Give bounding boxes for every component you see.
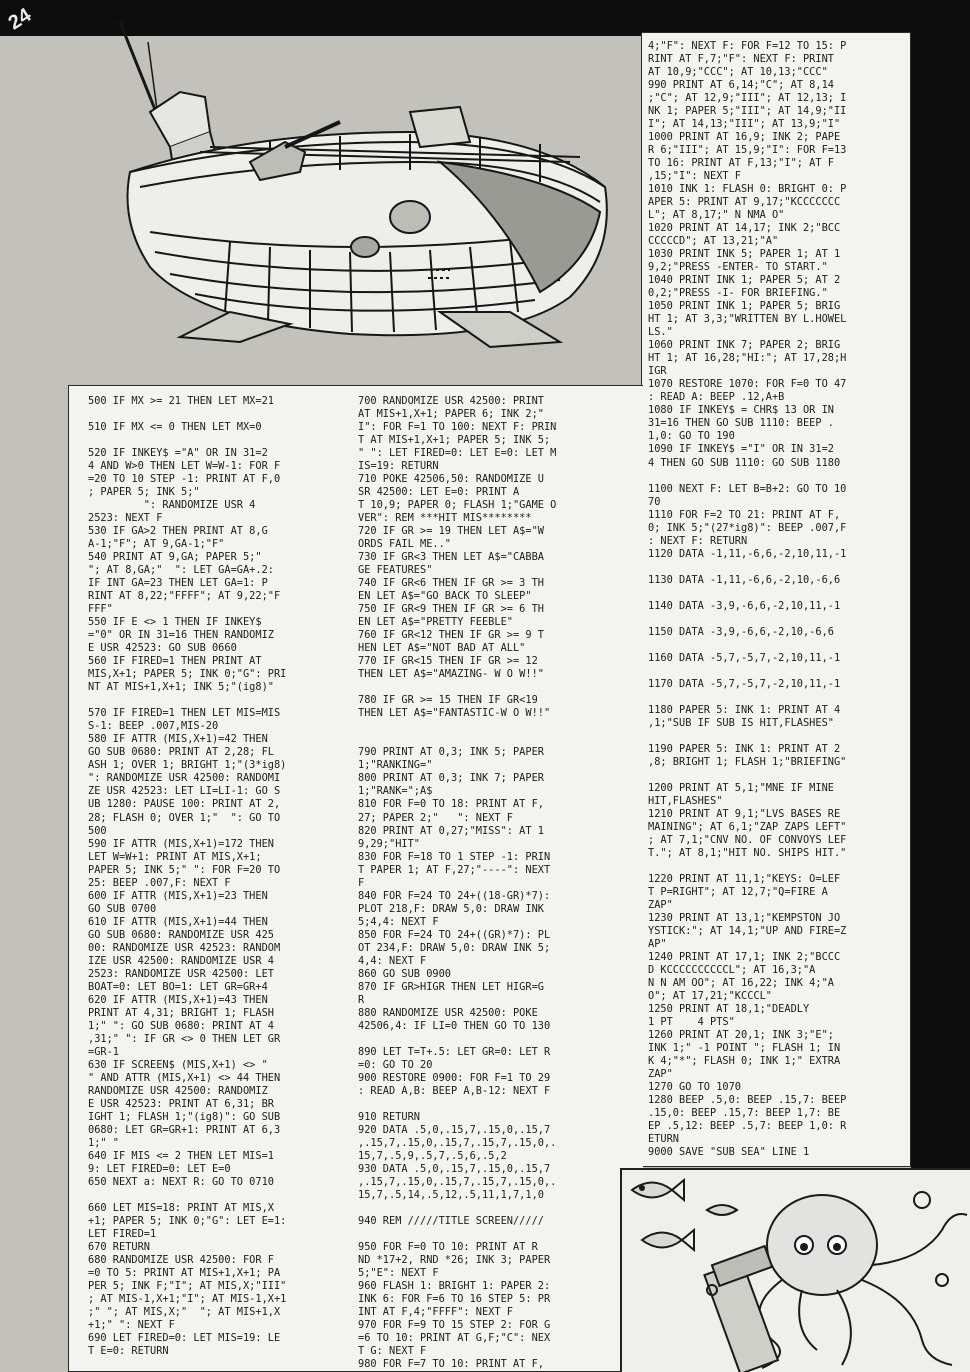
page-number: 24 (4, 4, 36, 35)
program-listing-column-2: 700 RANDOMIZE USR 42500: PRINT AT MIS+1,X+1; PAPER 6; INK 2;" I": FOR F=1 TO 100: NEXT F: PRIN T AT MIS+1,X+1; PAPER 5; INK 5; " ": LET FIRED=0: LET E=0: LET M IS=19: RETURN 710 POKE 42506,50: RANDOMIZE U SR 42500: LET E=0: PRINT A T 10,9; PAPER 0; FLASH 1;"GAME O VER": REM ***HIT MIS******** 720 IF GR >= 19 THEN LET A$="W ORDS FAIL ME.." 730 IF GR<3 THEN LET A$="CABBA GE FEATURES" 740 IF GR<6 THEN IF GR >= 3 TH EN LET A$="GO BACK TO SLEEP" 750 IF GR<9 THEN IF GR >= 6 TH EN LET A$="PRETTY FEEBLE" 760 IF GR<12 THEN IF GR >= 9 T HEN LET A$="NOT BAD AT ALL" 770 IF GR<15 THEN IF GR >= 12 THEN LET A$="AMAZING- W O W!!" 780 IF GR >= 15 THEN IF GR<19 THEN LET A$="FANTASTIC-W O W!!" 790 PRINT AT 0,3; INK 5; PAPER 1;"RANKING=" 800 PRINT AT 0,3; INK 7; PAPER 1;"RANK=";A$ 810 FOR F=0 TO 18: PRINT AT F, 27; PAPER 2;" ": NEXT F 820 PRINT AT 0,27;"MISS": AT 1 9,29;"HIT" 830 FOR F=18 TO 1 STEP -1: PRIN T PAPER 1; AT F,27;"----": NEXT F 840 FOR F=24 TO 24+((18-GR)*7): PLOT 218,F: DRAW 5,0: DRAW INK 5;4,4: NEXT F 850 FOR F=24 TO 24+((GR)*7): PL OT 234,F: DRAW 5,0: DRAW INK 5; 4,4: NEXT F 860 GO SUB 0900 870 IF GR>HIGR THEN LET HIGR=G R 880 RANDOMIZE USR 42500: POKE 42506,4: IF LI=0 THEN GO TO 130 890 LET T=T+.5: LET GR=0: LET R =0: GO TO 20 900 RESTORE 0900: FOR F=1 TO 29 : READ A,B: BEEP A,B-12: NEXT F 910 RETURN 920 DATA .5,0,.15,7,.15,0,.15,7 ,.15,7,.15,0,.15,7,.15,7,.15,0,. 15,7,.5,9,.5,7,.5,6,.5,2 930 DATA .5,0,.15,7,.15,0,.15,7 ,.15,7,.15,0,.15,7,.15,7,.15,0,. 15,7,.5,14,.5,12,.5,11,1,7,1,0 940 REM /////TITLE SCREEN///// 950 FOR F=0 TO 10: PRINT AT R ND *17+2, RND *26; INK 3; PAPER 5;"E": NEXT F 960 FLASH 1: BRIGHT 1: PAPER 2: INK 6: FOR F=6 TO 16 STEP 5: PR INT AT F,4;"FFFF": NEXT F 970 FOR F=9 TO 15 STEP 2: FOR G =6 TO 10: PRINT AT G,F;"C": NEX T G: NEXT F 980 FOR F=7 TO 10: PRINT AT F, (358, 395, 557, 1371)
submarine-illustration (110, 12, 630, 382)
sea-creatures-illustration (620, 1168, 970, 1372)
program-listing-column-3: 4;"F": NEXT F: FOR F=12 TO 15: P RINT AT F,7;"F": NEXT F: PRINT AT 10,9;"CCC"; AT 10,13;"CCC" 990 PRINT AT 6,14;"C"; AT 8,14 ;"C"; AT 12,9;"III"; AT 12,13; I NK 1; PAPER 5;"III"; AT 14,9;"II I"; AT 14,13;"III"; AT 13,9;"I" 1000 PRINT AT 16,9; INK 2; PAPE R 6;"III"; AT 15,9;"I": FOR F=13 TO 16: PRINT AT F,13;"I"; AT F ,15;"I": NEXT F 1010 INK 1: FLASH 0: BRIGHT 0: P APER 5: PRINT AT 9,17;"KCCCCCCC L"; AT 8,17;" N NMA O" 1020 PRINT AT 14,17; INK 2;"BCC CCCCCD"; AT 13,21;"A" 1030 PRINT INK 5; PAPER 1; AT 1 9,2;"PRESS -ENTER- TO START." 1040 PRINT INK 1; PAPER 5; AT 2 0,2;"PRESS -I- FOR BRIEFING." 1050 PRINT INK 1; PAPER 5; BRIG HT 1; AT 3,3;"WRITTEN BY L.HOWEL LS." 1060 PRINT INK 7; PAPER 2; BRIG HT 1; AT 16,28;"HI:"; AT 17,28;H IGR 1070 RESTORE 1070: FOR F=0 TO 47 : READ A: BEEP .12,A+B 1080 IF INKEY$ = CHR$ 13 OR IN 31=16 THEN GO SUB 1110: BEEP . 1,0: GO TO 190 1090 IF INKEY$ ="I" OR IN 31=2 4 THEN GO SUB 1110: GO SUB 1180 1100 NEXT F: LET B=B+2: GO TO 10 70 1110 FOR F=2 TO 21: PRINT AT F, 0; INK 5;"(27*ig8)": BEEP .007,F : NEXT F: RETURN 1120 DATA -1,11,-6,6,-2,10,11,-1 1130 DATA -1,11,-6,6,-2,10,-6,6 1140 DATA -3,9,-6,6,-2,10,11,-1 1150 DATA -3,9,-6,6,-2,10,-6,6 1160 DATA -5,7,-5,7,-2,10,11,-1 1170 DATA -5,7,-5,7,-2,10,11,-1 1180 PAPER 5: INK 1: PRINT AT 4 ,1;"SUB IF SUB IS HIT,FLASHES" 1190 PAPER 5: INK 1: PRINT AT 2 ,8; BRIGHT 1; FLASH 1;"BRIEFING" 1200 PRINT AT 5,1;"MNE IF MINE HIT,FLASHES" 1210 PRINT AT 9,1;"LVS BASES RE MAINING"; AT 6,1;"ZAP ZAPS LEFT" ; AT 7,1;"CNV NO. OF CONVOYS LEF T."; AT 8,1;"HIT NO. SHIPS HIT." 1220 PRINT AT 11,1;"KEYS: O=LEF T P=RIGHT"; AT 12,7;"Q=FIRE A ZAP" 1230 PRINT AT 13,1;"KEMPSTON JO YSTICK:"; AT 14,1;"UP AND FIRE=Z AP" 1240 PRINT AT 17,1; INK 2;"BCCC D KCCCCCCCCCCL"; AT 16,3;"A N N AM OO"; AT 16,22; INK 4;"A O"; AT 17,21;"KCCCL" 1250 PRINT AT 18,1;"DEADLY 1 PT 4 PTS" 1260 PRINT AT 20,1; INK 3;"E"; INK 1;" -1 POINT "; FLASH 1; IN K 4;"*"; FLASH 0; INK 1;" EXTRA ZAP" 1270 GO TO 1070 1280 BEEP .5,0: BEEP .15,7: BEEP .15,0: BEEP .15,7: BEEP 1,7: BE EP .5,12: BEEP .5,7: BEEP 1,0: R ETURN 9000 SAVE "SUB SEA" LINE 1 (648, 40, 847, 1159)
program-listing-column-1: 500 IF MX >= 21 THEN LET MX=21 510 IF MX <= 0 THEN LET MX=0 520 IF INKEY$ ="A" OR IN 31=2 4 AND W>0 THEN LET W=W-1: FOR F =20 TO 10 STEP -1: PRINT AT F,0 ; PAPER 5; INK 5;" ": RANDOMIZE USR 4 2523: NEXT F 530 IF GA>2 THEN PRINT AT 8,G A-1;"F"; AT 9,GA-1;"F" 540 PRINT AT 9,GA; PAPER 5;" "; AT 8,GA;" ": LET GA=GA+.2: IF INT GA=23 THEN LET GA=1: P RINT AT 8,22;"FFFF"; AT 9,22;"F FFF" 550 IF E <> 1 THEN IF INKEY$ ="0" OR IN 31=16 THEN RANDOMIZ E USR 42523: GO SUB 0660 560 IF FIRED=1 THEN PRINT AT MIS,X+1; PAPER 5; INK 0;"G": PRI NT AT MIS+1,X+1; INK 5;"(ig8)" 570 IF FIRED=1 THEN LET MIS=MIS S-1: BEEP .007,MIS-20 580 IF ATTR (MIS,X+1)=42 THEN GO SUB 0680: PRINT AT 2,28; FL ASH 1; OVER 1; BRIGHT 1;"(3*ig8) ": RANDOMIZE USR 42500: RANDOMI ZE USR 42523: LET LI=LI-1: GO S UB 1280: PAUSE 100: PRINT AT 2, 28; FLASH 0; OVER 1;" ": GO TO 500 590 IF ATTR (MIS,X+1)=172 THEN LET W=W+1: PRINT AT MIS,X+1; PAPER 5; INK 5;" ": FOR F=20 TO 25: BEEP .007,F: NEXT F 600 IF ATTR (MIS,X+1)=23 THEN GO SUB 0700 610 IF ATTR (MIS,X+1)=44 THEN GO SUB 0680: RANDOMIZE USR 425 00: RANDOMIZE USR 42523: RANDOM IZE USR 42500: RANDOMIZE USR 4 2523: RANDOMIZE USR 42500: LET BOAT=0: LET BO=1: LET GR=GR+4 620 IF ATTR (MIS,X+1)=43 THEN PRINT AT 4,31; BRIGHT 1; FLASH 1;" ": GO SUB 0680: PRINT AT 4 ,31;" ": IF GR <> 0 THEN LET GR =GR-1 630 IF SCREEN$ (MIS,X+1) <> " " AND ATTR (MIS,X+1) <> 44 THEN RANDOMIZE USR 42500: RANDOMIZ E USR 42523: PRINT AT 6,31; BR IGHT 1; FLASH 1;"(ig8)": GO SUB 0680: LET GR=GR+1: PRINT AT 6,3 1;" " 640 IF MIS <= 2 THEN LET MIS=1 9: LET FIRED=0: LET E=0 650 NEXT a: NEXT R: GO TO 0710 660 LET MIS=18: PRINT AT MIS,X +1; PAPER 5; INK 0;"G": LET E=1: LET FIRED=1 670 RETURN 680 RANDOMIZE USR 42500: FOR F =0 TO 5: PRINT AT MIS+1,X+1; PA PER 5; INK F;"I"; AT MIS,X;"III" ; AT MIS-1,X+1;"I"; AT MIS-1,X+1 ;" "; AT MIS,X;" "; AT MIS+1,X +1;" ": NEXT F 690 LET FIRED=0: LET MIS=19: LE T E=0: RETURN (88, 395, 287, 1358)
octopus-icon (622, 1170, 968, 1372)
